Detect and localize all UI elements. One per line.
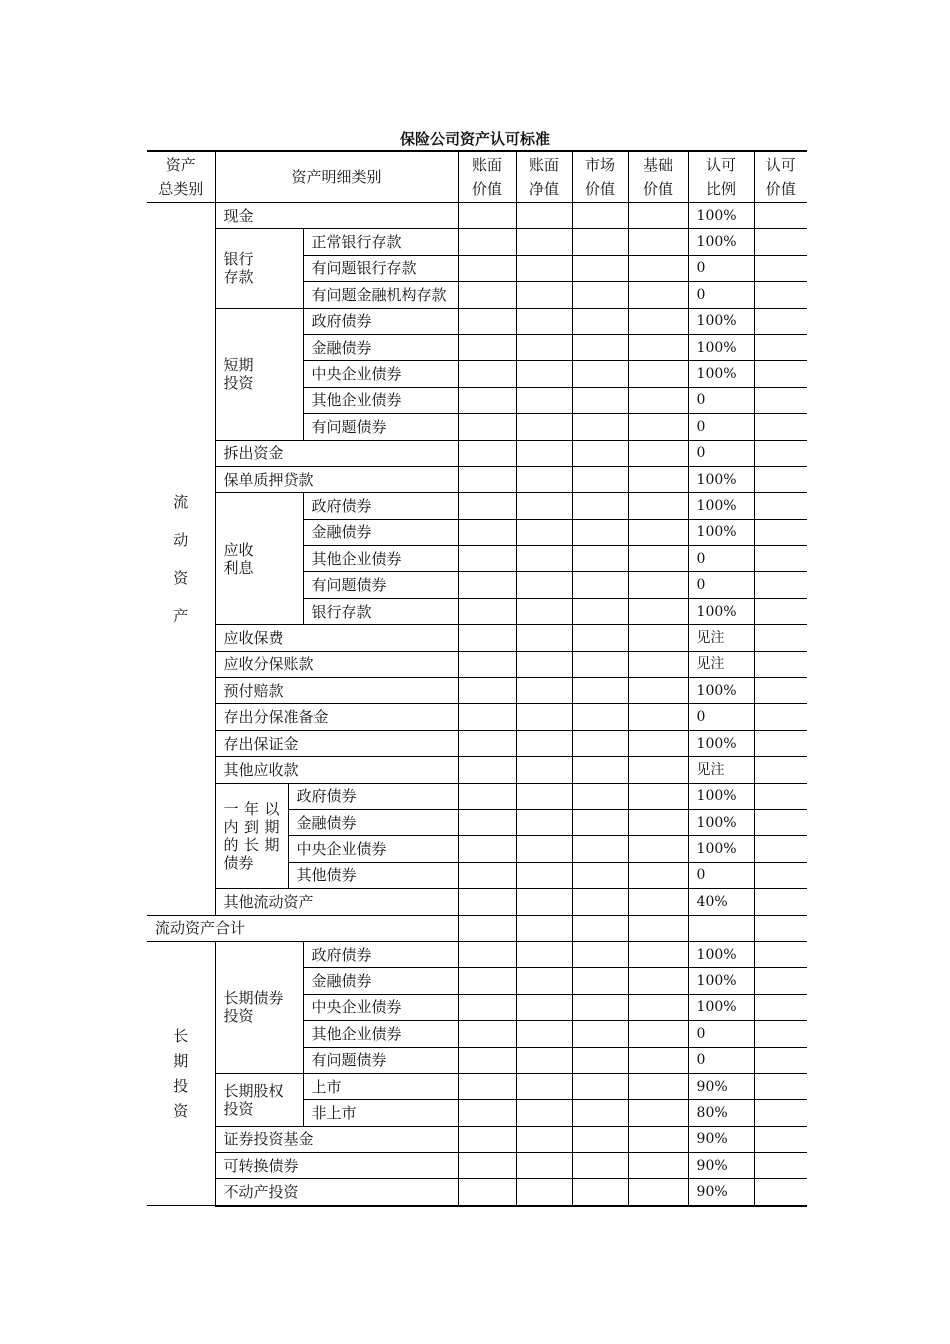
ratio-cell: 100%	[688, 308, 754, 334]
table-row	[147, 493, 807, 519]
table-row	[147, 1153, 807, 1179]
ratio-cell: 0	[688, 440, 754, 466]
ratio-cell: 100%	[688, 493, 754, 519]
row-label: 银行存款	[303, 598, 458, 624]
ratio-cell: 100%	[688, 783, 754, 809]
ratio-cell: 100%	[688, 519, 754, 545]
header-book-value: 账面 价值	[458, 151, 516, 203]
ratio-cell: 40%	[688, 889, 754, 915]
table-row	[147, 1073, 807, 1099]
row-label: 证券投资基金	[215, 1126, 458, 1152]
ratio-cell: 0	[688, 1047, 754, 1073]
ratio-cell: 90%	[688, 1153, 754, 1179]
ratio-cell: 0	[688, 546, 754, 572]
row-label: 非上市	[303, 1100, 458, 1126]
ratio-cell: 100%	[688, 994, 754, 1020]
ratio-cell: 0	[688, 282, 754, 308]
row-label: 预付赔款	[215, 678, 458, 704]
row-label: 存出保证金	[215, 730, 458, 756]
row-label: 有问题金融机构存款	[303, 282, 458, 308]
ratio-cell: 0	[688, 572, 754, 598]
row-label: 上市	[303, 1073, 458, 1099]
header-market-value: 市场 价值	[572, 151, 628, 203]
ratio-cell: 100%	[688, 809, 754, 835]
row-label: 应收分保账款	[215, 651, 458, 677]
ratio-cell: 0	[688, 704, 754, 730]
row-label: 政府债券	[303, 941, 458, 967]
long-term-investment-category: 长 期 投 资	[147, 941, 215, 1205]
table-row	[147, 757, 807, 783]
row-label: 政府债券	[303, 308, 458, 334]
table-row	[147, 651, 807, 677]
asset-admission-table	[147, 150, 807, 1207]
ratio-cell: 100%	[688, 968, 754, 994]
group-label-bank-deposit: 银行 存款	[215, 229, 303, 308]
table-row	[147, 889, 807, 915]
table-row	[147, 1126, 807, 1152]
ratio-cell: 100%	[688, 334, 754, 360]
document-title: 保险公司资产认可标准	[399, 130, 550, 148]
ratio-cell: 100%	[688, 361, 754, 387]
table-row	[147, 229, 807, 255]
table-row	[147, 941, 807, 967]
table-row	[147, 678, 807, 704]
row-label: 有问题银行存款	[303, 255, 458, 281]
row-label: 中央企业债券	[288, 836, 458, 862]
table-row	[147, 203, 807, 229]
row-label: 存出分保准备金	[215, 704, 458, 730]
row-label: 其他债券	[288, 862, 458, 888]
ratio-cell: 0	[688, 414, 754, 440]
row-label: 应收保费	[215, 625, 458, 651]
row-label: 政府债券	[303, 493, 458, 519]
row-label: 有问题债券	[303, 414, 458, 440]
row-label: 正常银行存款	[303, 229, 458, 255]
row-label: 政府债券	[288, 783, 458, 809]
ratio-cell: 100%	[688, 229, 754, 255]
ratio-cell: 100%	[688, 941, 754, 967]
table-row	[147, 466, 807, 492]
row-label: 金融债券	[288, 809, 458, 835]
ratio-cell: 0	[688, 255, 754, 281]
table-row	[147, 625, 807, 651]
row-label: 有问题债券	[303, 572, 458, 598]
group-label-bonds-due-within-one-year: 一年以 内到期 的长期 债券	[215, 783, 288, 889]
group-label-interest-receivable: 应收 利息	[215, 493, 303, 625]
ratio-cell: 100%	[688, 730, 754, 756]
row-label: 可转换债券	[215, 1153, 458, 1179]
row-label: 金融债券	[303, 519, 458, 545]
table-row	[147, 1179, 807, 1206]
ratio-cell: 见注	[688, 651, 754, 677]
ratio-cell: 90%	[688, 1126, 754, 1152]
row-label: 其他企业债券	[303, 546, 458, 572]
group-label-short-term-investment: 短期 投资	[215, 308, 303, 440]
ratio-cell: 0	[688, 1021, 754, 1047]
current-assets-category: 流 动 资 产	[147, 203, 215, 916]
row-label: 金融债券	[303, 334, 458, 360]
current-assets-total-label: 流动资产合计	[147, 915, 458, 941]
row-label: 其他应收款	[215, 757, 458, 783]
ratio-cell: 100%	[688, 598, 754, 624]
ratio-cell: 见注	[688, 757, 754, 783]
ratio-cell: 0	[688, 387, 754, 413]
row-label: 中央企业债券	[303, 994, 458, 1020]
ratio-cell: 100%	[688, 466, 754, 492]
row-label: 金融债券	[303, 968, 458, 994]
header-base-value: 基础 价值	[628, 151, 688, 203]
table-row	[147, 915, 807, 941]
header-asset-detail: 资产明细类别	[215, 151, 458, 203]
table-row	[147, 704, 807, 730]
row-label: 其他企业债券	[303, 1021, 458, 1047]
ratio-cell: 见注	[688, 625, 754, 651]
group-label-long-term-bond-investment: 长期债券 投资	[215, 941, 303, 1073]
header-admission-ratio: 认可 比例	[688, 151, 754, 203]
ratio-cell: 80%	[688, 1100, 754, 1126]
row-label: 不动产投资	[215, 1179, 458, 1206]
table-header-row	[147, 151, 807, 203]
table-row	[147, 783, 807, 809]
row-label: 其他企业债券	[303, 387, 458, 413]
row-label: 现金	[215, 203, 458, 229]
row-label: 其他流动资产	[215, 889, 458, 915]
table-row	[147, 308, 807, 334]
ratio-cell: 100%	[688, 203, 754, 229]
ratio-cell: 100%	[688, 678, 754, 704]
header-admitted-value: 认可 价值	[754, 151, 807, 203]
table-row	[147, 730, 807, 756]
row-label: 有问题债券	[303, 1047, 458, 1073]
row-label: 中央企业债券	[303, 361, 458, 387]
ratio-cell: 90%	[688, 1073, 754, 1099]
header-net-book-value: 账面 净值	[516, 151, 572, 203]
table-row	[147, 440, 807, 466]
row-label: 保单质押贷款	[215, 466, 458, 492]
ratio-cell: 90%	[688, 1179, 754, 1206]
header-asset-category: 资产 总类别	[147, 151, 215, 203]
group-label-long-term-equity-investment: 长期股权 投资	[215, 1073, 303, 1126]
ratio-cell: 100%	[688, 836, 754, 862]
row-label: 拆出资金	[215, 440, 458, 466]
ratio-cell: 0	[688, 862, 754, 888]
